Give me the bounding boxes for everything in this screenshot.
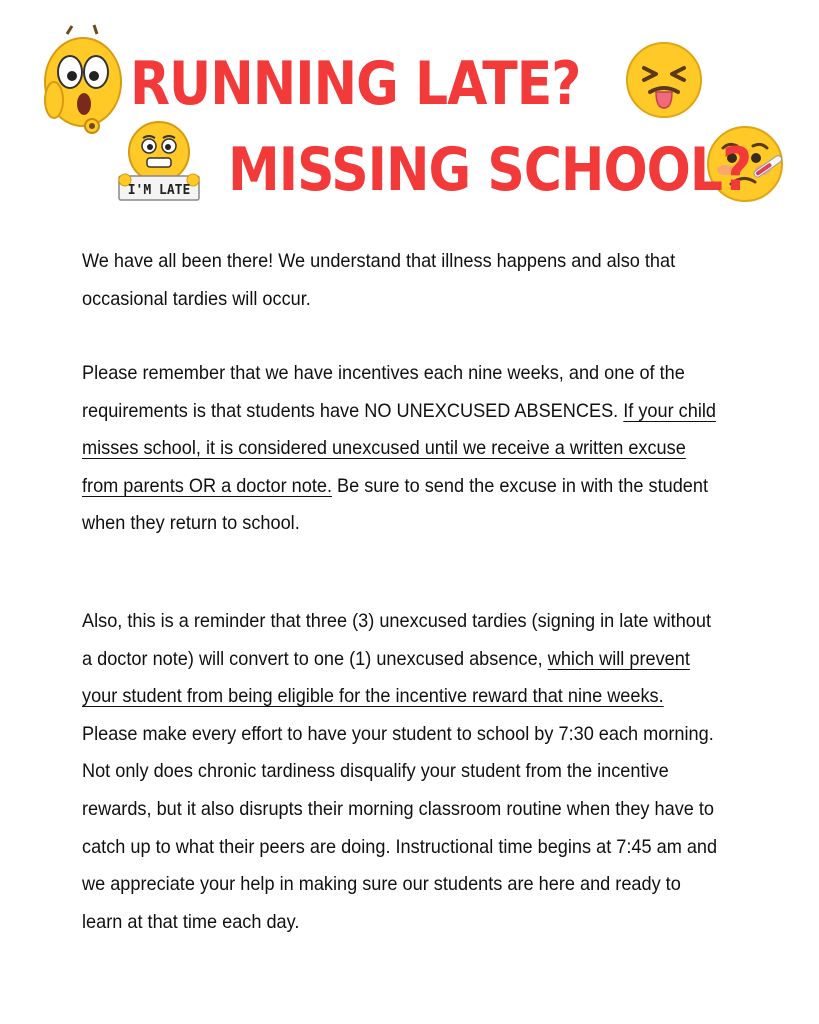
eligibility-warning-underlined: which will prevent your student from being eligible for the incentive reward that nine weeks. [82,647,690,708]
tongue-out-emoji-icon [624,40,704,120]
paragraph-incentives [82,355,724,543]
paragraph-tardies [82,603,724,941]
tardies-text: Also, this is a reminder that three (3) unexcused tardies (signing in late without a doctor note) will convert to one (1) unexcused absence, [82,610,711,670]
headline-missing-school: MISSING SCHOOL? [228,136,752,205]
headline-running-late: RUNNING LATE? [130,50,581,119]
arrival-time-text: Please make every effort to have your student to school by 7:30 each morning. Not only does chronic tardiness disqualify your student from the incentive rewards, but it also disrupts their morning classroom routine when they have to catch up to what their peers are doing. Instructional time begins at 7:45 am and we appreciate your help in making sure our students are here and ready to learn at that time each day. [82,722,718,933]
im-late-sign-text: I'M LATE [127,183,191,198]
scared-emoji-icon [42,22,124,142]
im-late-emoji-icon [115,118,203,204]
incentives-text: Please remember that we have incentives each nine weeks, and one of the requirements is that students have NO UNEXCUSED ABSENCES. [82,362,685,422]
paragraph-intro: We have all been there! We understand that illness happens and also that occasional tardies will occur. [82,250,676,310]
excuse-reminder-text: Be sure to send the excuse in with the student when they return to school. [82,474,709,535]
unexcused-policy-underlined: If your child misses school, it is considered unexcused until we receive a written excuse from parents OR a doctor note. [82,399,716,497]
